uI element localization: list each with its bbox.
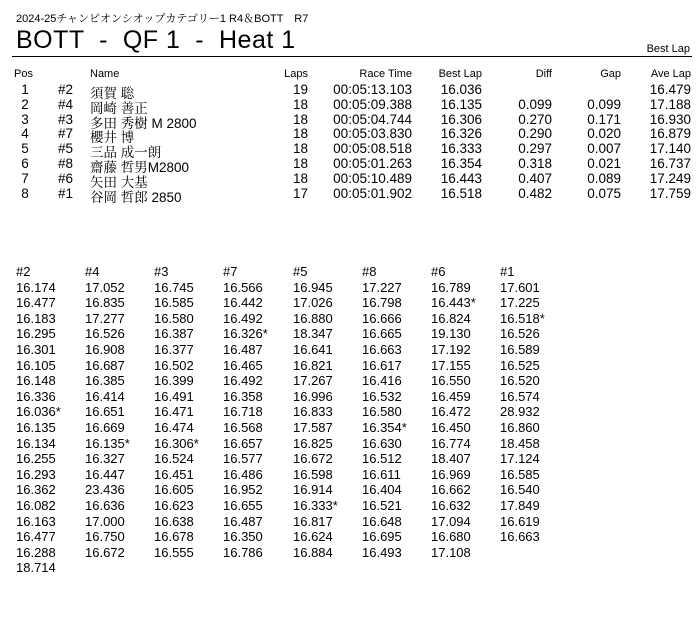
- cell-diff: 0.407: [518, 170, 552, 186]
- lap-time: 18.458: [500, 435, 540, 451]
- lap-time: 23.436: [85, 482, 125, 498]
- cell-gap: 0.075: [587, 185, 621, 201]
- lap-time: 16.526: [500, 326, 540, 342]
- lap-column: [293, 264, 338, 560]
- cell-diff: 0.297: [518, 141, 552, 157]
- cell-pos: 3: [21, 111, 29, 127]
- table-row: [0, 170, 700, 190]
- cell-gap: 0.007: [587, 141, 621, 157]
- lap-time: 16.327: [85, 451, 125, 467]
- lap-time: 16.036*: [16, 404, 61, 420]
- cell-diff: 0.099: [518, 96, 552, 112]
- lap-column: [154, 264, 199, 560]
- lap-time: 16.471: [154, 404, 194, 420]
- cell-best: 16.333: [440, 141, 482, 157]
- cell-name: 矢田 大基: [90, 174, 148, 190]
- lap-time: 16.786: [223, 544, 263, 560]
- lap-time: 16.333*: [293, 497, 338, 513]
- lap-time: 16.306*: [154, 435, 199, 451]
- lap-time: 16.443*: [431, 295, 476, 311]
- lap-time: 16.521: [362, 497, 402, 513]
- lap-time: 16.174: [16, 279, 56, 295]
- lap-time: 16.387: [154, 326, 194, 342]
- cell-gap: 0.020: [587, 126, 621, 142]
- cell-gap: 0.021: [587, 155, 621, 171]
- lap-column-kart: #6: [431, 264, 446, 279]
- lap-time: 16.487: [223, 341, 263, 357]
- cell-laps: 18: [292, 126, 308, 142]
- lap-time: 16.492: [223, 310, 263, 326]
- lap-column: [362, 264, 407, 560]
- cell-num: #1: [58, 185, 74, 201]
- lap-time: 16.183: [16, 310, 56, 326]
- cell-best: 16.443: [440, 170, 482, 186]
- lap-time: 16.524: [154, 451, 194, 467]
- lap-time: 17.124: [500, 451, 540, 467]
- cell-ave: 17.759: [649, 185, 691, 201]
- lap-time: 16.798: [362, 295, 402, 311]
- lap-time: 16.641: [293, 341, 333, 357]
- lap-time: 16.512: [362, 451, 402, 467]
- table-row: [0, 111, 700, 131]
- lap-time: 16.624: [293, 529, 333, 545]
- column-header: Name: [90, 68, 120, 80]
- lap-time: 16.293: [16, 466, 56, 482]
- lap-time: 16.301: [16, 341, 56, 357]
- column-header: Laps: [284, 68, 308, 80]
- lap-column-kart: #7: [223, 264, 238, 279]
- lap-time: 16.648: [362, 513, 402, 529]
- cell-name: 須賀 聡: [90, 86, 135, 101]
- table-row: [0, 141, 700, 161]
- cell-gap: 0.099: [587, 96, 621, 112]
- lap-time: 16.450: [431, 419, 471, 435]
- lap-time: 16.611: [362, 466, 401, 482]
- lap-time: 16.574: [500, 388, 540, 404]
- lap-time: 16.666: [362, 310, 402, 326]
- cell-ave: 16.879: [649, 126, 691, 142]
- lap-time: 16.399: [154, 373, 194, 389]
- column-header: Race Time: [359, 68, 412, 80]
- lap-time: 16.148: [16, 373, 56, 389]
- lap-time: 16.295: [16, 326, 56, 342]
- cell-pos: 8: [21, 185, 29, 201]
- lap-time: 16.665: [362, 326, 402, 342]
- cell-name: 岡崎 善正: [90, 100, 148, 116]
- cell-time: 00:05:08.518: [333, 141, 412, 157]
- cell-num: #5: [58, 141, 74, 157]
- lap-time: 16.969: [431, 466, 471, 482]
- cell-diff: 0.270: [518, 111, 552, 127]
- cell-num: #3: [58, 111, 74, 127]
- lap-time: 16.833: [293, 404, 333, 420]
- cell-num: #7: [58, 126, 74, 142]
- results-table: [0, 68, 700, 205]
- cell-name: 多田 秀樹 M 2800: [90, 115, 197, 131]
- lap-time: 16.550: [431, 373, 471, 389]
- event-subtitle: 2024-25チャンピオンシオップカテゴリー1 R4＆BOTT R7: [16, 13, 309, 25]
- table-row: [0, 155, 700, 175]
- cell-laps: 19: [292, 82, 308, 97]
- cell-pos: 4: [21, 126, 29, 142]
- lap-time: 16.163: [16, 513, 56, 529]
- lap-time: 16.082: [16, 497, 56, 513]
- lap-time: 16.555: [154, 544, 194, 560]
- cell-best: 16.306: [440, 111, 482, 127]
- cell-gap: 0.171: [587, 111, 621, 127]
- lap-column: [500, 264, 545, 545]
- lap-time: 17.052: [85, 279, 125, 295]
- lap-time: 16.255: [16, 451, 56, 467]
- cell-name: 齋藤 哲男M2800: [90, 159, 190, 175]
- lap-time: 16.884: [293, 544, 333, 560]
- cell-ave: 16.930: [649, 111, 691, 127]
- cell-laps: 17: [292, 185, 308, 201]
- lap-time: 16.605: [154, 482, 194, 498]
- cell-name: 櫻井 博: [90, 130, 135, 146]
- lap-time: 16.617: [362, 357, 402, 373]
- lap-time: 17.227: [362, 279, 402, 295]
- lap-time: 16.817: [293, 513, 333, 529]
- cell-best: 16.354: [440, 155, 482, 171]
- cell-best: 16.326: [440, 126, 482, 142]
- cell-pos: 7: [21, 170, 29, 186]
- cell-pos: 6: [21, 155, 29, 171]
- lap-time: 16.416: [362, 373, 402, 389]
- lap-time: 16.404: [362, 482, 402, 498]
- lap-time: 16.288: [16, 544, 56, 560]
- lap-time: 16.663: [362, 341, 402, 357]
- lap-time: 16.619: [500, 513, 540, 529]
- lap-time: 16.568: [223, 419, 263, 435]
- lap-time: 16.718: [223, 404, 263, 420]
- lap-column-kart: #1: [500, 264, 515, 279]
- lap-time: 17.192: [431, 341, 471, 357]
- lap-time: 16.486: [223, 466, 263, 482]
- lap-time: 16.477: [16, 529, 56, 545]
- cell-time: 00:05:10.489: [333, 170, 412, 186]
- cell-ave: 17.188: [649, 96, 691, 112]
- lap-time: 16.414: [85, 388, 125, 404]
- lap-time: 17.587: [293, 419, 333, 435]
- cell-num: #4: [58, 96, 74, 112]
- lap-time: 16.908: [85, 341, 125, 357]
- lap-time: 16.632: [431, 497, 471, 513]
- lap-time: 17.000: [85, 513, 125, 529]
- table-row: [0, 96, 700, 116]
- lap-time: 16.525: [500, 357, 540, 373]
- cell-pos: 2: [21, 96, 29, 112]
- lap-time: 17.277: [85, 310, 125, 326]
- lap-time: 16.540: [500, 482, 540, 498]
- cell-diff: 0.482: [518, 185, 552, 201]
- lap-time: 17.026: [293, 295, 333, 311]
- lap-time: 18.347: [293, 326, 333, 342]
- lap-column: [16, 264, 61, 576]
- lap-time: 16.350: [223, 529, 263, 545]
- lap-time: 16.623: [154, 497, 194, 513]
- lap-time: 17.601: [500, 279, 540, 295]
- column-header: Best Lap: [438, 68, 482, 80]
- lap-column: [431, 264, 476, 560]
- lap-time: 16.774: [431, 435, 471, 451]
- lap-time: 16.672: [85, 544, 125, 560]
- lap-time: 16.385: [85, 373, 125, 389]
- lap-column-kart: #2: [16, 264, 31, 279]
- lap-time: 16.354*: [362, 419, 407, 435]
- lap-time: 16.678: [154, 529, 194, 545]
- cell-diff: 0.290: [518, 126, 552, 142]
- cell-ave: 16.737: [649, 155, 691, 171]
- lap-time: 16.750: [85, 529, 125, 545]
- column-header: Gap: [600, 68, 621, 80]
- lap-time: 16.663: [500, 529, 540, 545]
- lap-time: 16.474: [154, 419, 194, 435]
- lap-time: 16.526: [85, 326, 125, 342]
- cell-time: 00:05:09.388: [333, 96, 412, 112]
- lap-time: 16.636: [85, 497, 125, 513]
- lap-time: 16.377: [154, 341, 194, 357]
- title-divider: [12, 56, 692, 57]
- cell-name: 三品 成一朗: [90, 145, 162, 161]
- lap-time: 17.267: [293, 373, 333, 389]
- cell-best: 16.135: [440, 96, 482, 112]
- lap-time: 16.491: [154, 388, 194, 404]
- cell-laps: 18: [292, 96, 308, 112]
- cell-gap: 0.089: [587, 170, 621, 186]
- lap-time: 16.638: [154, 513, 194, 529]
- column-header: Pos: [14, 68, 33, 80]
- lap-time: 16.326*: [223, 326, 268, 342]
- lap-time: 16.745: [154, 279, 194, 295]
- lap-column-kart: #3: [154, 264, 169, 279]
- lap-time: 16.657: [223, 435, 263, 451]
- lap-time: 16.695: [362, 529, 402, 545]
- cell-diff: 0.318: [518, 155, 552, 171]
- lap-time: 16.655: [223, 497, 263, 513]
- cell-best: 16.036: [440, 82, 482, 97]
- lap-time: 16.662: [431, 482, 471, 498]
- lap-time: 16.447: [85, 466, 125, 482]
- cell-time: 00:05:01.263: [333, 155, 412, 171]
- cell-ave: 16.479: [649, 82, 691, 97]
- lap-time: 16.669: [85, 419, 125, 435]
- lap-column-kart: #4: [85, 264, 100, 279]
- lap-column: [223, 264, 268, 560]
- cell-time: 00:05:04.744: [333, 111, 412, 127]
- lap-time: 17.108: [431, 544, 471, 560]
- cell-ave: 17.140: [649, 141, 691, 157]
- cell-ave: 17.249: [649, 170, 691, 186]
- cell-time: 00:05:13.103: [333, 82, 412, 97]
- lap-time: 16.825: [293, 435, 333, 451]
- lap-time: 19.130: [431, 326, 471, 342]
- lap-time: 16.442: [223, 295, 263, 311]
- lap-time: 16.585: [154, 295, 194, 311]
- lap-time: 16.577: [223, 451, 263, 467]
- lap-time: 16.789: [431, 279, 471, 295]
- lap-time: 28.932: [500, 404, 540, 420]
- cell-pos: 5: [21, 141, 29, 157]
- lap-time: 16.105: [16, 357, 56, 373]
- lap-time: 16.860: [500, 419, 540, 435]
- lap-time: 16.580: [362, 404, 402, 420]
- lap-time: 16.135: [16, 419, 56, 435]
- lap-time: 16.945: [293, 279, 333, 295]
- lap-time: 16.914: [293, 482, 333, 498]
- lap-column: [85, 264, 130, 560]
- cell-num: #6: [58, 170, 74, 186]
- cell-laps: 18: [292, 141, 308, 157]
- lap-time: 16.502: [154, 357, 194, 373]
- lap-time: 16.589: [500, 341, 540, 357]
- lap-time: 16.580: [154, 310, 194, 326]
- lap-time: 18.407: [431, 451, 471, 467]
- lap-time: 16.493: [362, 544, 402, 560]
- lap-time: 17.094: [431, 513, 471, 529]
- lap-time: 16.598: [293, 466, 333, 482]
- lap-time: 16.532: [362, 388, 402, 404]
- lap-time: 16.672: [293, 451, 333, 467]
- lap-time: 16.585: [500, 466, 540, 482]
- lap-column-kart: #8: [362, 264, 377, 279]
- column-header: Ave Lap: [650, 68, 691, 80]
- lap-time: 16.630: [362, 435, 402, 451]
- table-row: [0, 82, 700, 101]
- lap-time: 16.824: [431, 310, 471, 326]
- cell-best: 16.518: [440, 185, 482, 201]
- cell-num: #8: [58, 155, 74, 171]
- lap-time: 16.520: [500, 373, 540, 389]
- results-header-row: [0, 68, 700, 82]
- lap-time: 16.518*: [500, 310, 545, 326]
- lap-time: 16.134: [16, 435, 56, 451]
- lap-time: 16.880: [293, 310, 333, 326]
- cell-num: #2: [58, 82, 74, 97]
- lap-time: 16.835: [85, 295, 125, 311]
- cell-time: 00:05:03.830: [333, 126, 412, 142]
- lap-time: 16.336: [16, 388, 56, 404]
- lap-time: 16.651: [85, 404, 125, 420]
- column-header: Diff: [535, 68, 552, 80]
- lap-time: 16.996: [293, 388, 333, 404]
- cell-name: 谷岡 哲郎 2850: [90, 189, 182, 205]
- lap-time: 16.687: [85, 357, 125, 373]
- lap-time: 16.459: [431, 388, 471, 404]
- lap-time: 16.487: [223, 513, 263, 529]
- lap-time: 17.155: [431, 357, 471, 373]
- lap-time: 16.472: [431, 404, 471, 420]
- table-row: [0, 185, 700, 205]
- lap-time: 16.477: [16, 295, 56, 311]
- lap-time: 17.225: [500, 295, 540, 311]
- page-title: BOTT - QF 1 - Heat 1: [16, 26, 296, 54]
- lap-time: 16.465: [223, 357, 263, 373]
- lap-time: 18.714: [16, 560, 56, 576]
- lap-time: 16.492: [223, 373, 263, 389]
- lap-time: 16.952: [223, 482, 263, 498]
- cell-laps: 18: [292, 170, 308, 186]
- lap-time: 17.849: [500, 497, 540, 513]
- table-row: [0, 126, 700, 146]
- cell-laps: 18: [292, 111, 308, 127]
- cell-pos: 1: [21, 82, 29, 97]
- lap-time: 16.358: [223, 388, 263, 404]
- lap-time: 16.821: [293, 357, 333, 373]
- lap-column-kart: #5: [293, 264, 308, 279]
- lap-time: 16.566: [223, 279, 263, 295]
- cell-time: 00:05:01.902: [333, 185, 412, 201]
- lap-time: 16.135*: [85, 435, 130, 451]
- cell-laps: 18: [292, 155, 308, 171]
- lap-time: 16.451: [154, 466, 194, 482]
- best-lap-note: Best Lap: [646, 43, 690, 55]
- lap-time: 16.680: [431, 529, 471, 545]
- lap-time: 16.362: [16, 482, 56, 498]
